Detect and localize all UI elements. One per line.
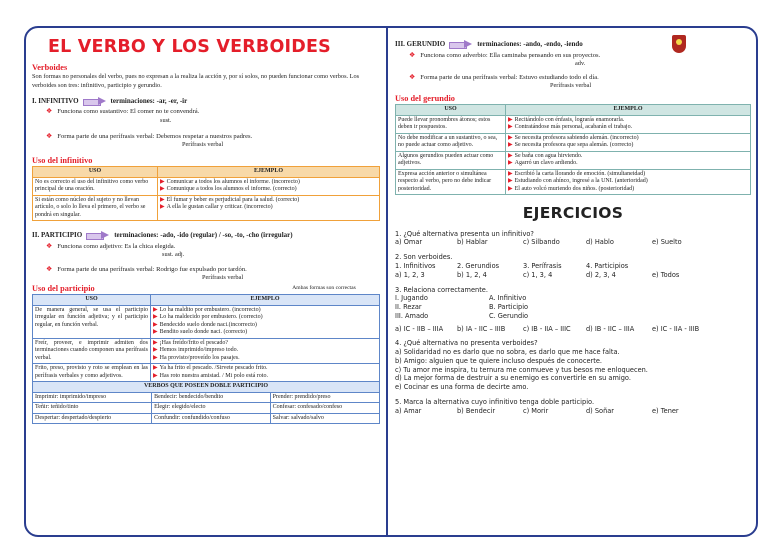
column-divider (386, 28, 388, 536)
question-1: 1. ¿Qué alternativa presenta un infinitivo? a) Omar b) Hablar c) Silbando d) Hablo e) Suelto (395, 229, 682, 247)
verboides-text: Son formas no personales del verbo, pues no expresan a la realiza la acción y, por sí solos, no pueden funcionar como verbos. Los verboides son tres: infinitivo, participio y gerundio. (32, 73, 360, 89)
uso-gerundio-table (395, 104, 751, 195)
participio-heading-row (32, 231, 380, 240)
table-row: Expresa acción anterior o simultánea respecto al verbo, pero no debe indicar posterioridad. ▶ Escribió la carta llorando de emoción. (simultaneidad) ▶ Estudiando con ahínco, ingresé a la UNI. (anterioridad) ▶ El auto volcó muriendo dos niños. (posterioridad) (396, 169, 751, 195)
table-header: EJEMPLO (506, 105, 751, 116)
diamond-icon: ❖ (46, 241, 53, 250)
diamond-icon: ❖ (409, 50, 416, 59)
gerundio-bullet-1: ❖ Funciona como adverbio: Ella caminaba pensando en sus proyectos. (409, 50, 601, 59)
table-header: USO (33, 295, 151, 306)
gerundio-endings: terminaciones: -ando, -endo, -iendo (477, 40, 583, 48)
gerundio-bullet-2: ❖ Forma parte de una perífrasis verbal: Estuvo estudiando todo el día. (409, 72, 599, 81)
table-header: USO (33, 167, 158, 178)
gerundio-heading-row (395, 40, 751, 49)
table-row: Teñir: teñido/tinto Elegir: elegido/electo Confesar: confesado/confeso (33, 403, 380, 414)
table-row: Imprimir: imprimido/impreso Bendecir: bendecido/bendito Prender: prendido/preso (33, 392, 380, 403)
participio-bullet-1: ❖ Funciona como adjetivo: Es la chica elegida. (46, 241, 176, 250)
ambas-formas-note: Ambas formas son correctas (292, 285, 356, 291)
double-participio-title: VERBOS QUE POSEEN DOBLE PARTICIPIO (33, 382, 380, 393)
infinitivo-bullet-1: ❖ Funciona como sustantivo: El comer no te convendrá. (46, 107, 200, 116)
question-5: 5. Marca la alternativa cuyo infinitivo tenga doble participio. a) Amar b) Bendecir c) Morir d) Soñar e) Tener (395, 397, 679, 415)
table-header: EJEMPLO (158, 167, 380, 178)
question-3: 3. Relaciona correctamente. I. Jugando A. Infinitivo II. Rezar B. Participio III. Amado C. Gerundio a) IC - IIB – IIIA b) IA - IIC – IIIB c) IB - IIA – IIIC d) IB - IIC – IIIA e) IC - IIA - IIIB (395, 285, 700, 333)
participio-bullet-2-sub: Perífrasis verbal (202, 274, 244, 282)
page-title: EL VERBO Y LOS VERBOIDES (48, 37, 331, 57)
participio-bullet-1-sub: sust. adj. (162, 250, 185, 258)
table-row: Si están como núcleo del sujeto y no llevan artículo, o solo lo lleva el primero, el verbo se pondrá en singular. ▶ El fumar y beber es perjudicial para la salud. (correcto) ▶ A ella le gustan callar y criticar. (incorrecto) (33, 195, 380, 221)
infinitivo-endings: terminaciones: -ar, -er, -ir (110, 96, 188, 105)
infinitivo-bullet-2: ❖ Forma parte de una perífrasis verbal: Debemos respetar a nuestros padres. (46, 131, 253, 140)
infinitivo-bullet-2-sub: Perífrasis verbal (182, 140, 224, 148)
question-4: 4. ¿Qué alternativa no presenta verboides? a) Solidaridad no es darlo que no sobra, es darlo que me hace falta. b) Amigo: alguien que te quiere incluso después de conocerte. c) Tu amor me inspira, tu ternura me conmueve y tus besos me enloquecen. d) La mejor forma de destruir a su enemigo es convertirle en su amigo. e) Cocinar es una forma de decirte amo. (395, 339, 648, 392)
table-row: Despertar: despertado/despierto Confundir: confundido/confuso Salvar: salvado/salvo (33, 413, 380, 424)
table-row: Puede llevar pronombres átonos; estos deben ir pospuestos. ▶ Recitándolo con énfasis, lograrás enamorarla. ▶ Contratándose más personal, acabarán el trabajo. (396, 115, 751, 133)
arrow-icon (86, 231, 110, 239)
uso-infinitivo-table (32, 166, 380, 221)
uso-participio-title: Uso del participio (32, 283, 95, 293)
infinitivo-bullet-1-sub: sust. (160, 116, 172, 124)
table-row: No debe modificar a un sustantivo, o sea, no puede actuar como adjetivo. ▶ Se necesita profesora sabiendo alemán. (incorrecto) ▶ Se necesita profesora que sepa alemán. (correcto) (396, 133, 751, 151)
verboides-title: Verboides (32, 63, 68, 72)
left-column (32, 30, 380, 424)
uso-infinitivo-title: Uso del infinitivo (32, 155, 93, 165)
gerundio-bullet-2-sub: Perífrasis verbal (550, 82, 592, 90)
table-row: De manera general, se usa el participio irregular en función adjetiva; y el participio regular, en función verbal. ▶ Lo ha maldito por embustero. (incorrecto) ▶ Lo ha maldecido por embustero. (correcto) ▶ Bendecido suelo donde naci.(incorrecto) ▶ Bendito suelo donde naci. (correcto) (33, 305, 380, 338)
table-row: Frito, preso, provisto y roto se emplean en las perífrasis verbales y como adjetivos. ▶ Ya ha frito el pescado. /Sirvete pescado frito. ▶ Has roto nuestra amistad. / Mi polo está roto. (33, 364, 380, 382)
participio-endings: terminaciones: -ado, -ido (regular) / -so, -to, -cho (irregular) (114, 231, 293, 239)
table-row: Algunos gerundios pueden actuar como adjetivos. ▶ Se baña con agua hirviendo. ▶ Agarró un clavo ardiendo. (396, 151, 751, 169)
uso-gerundio-title: Uso del gerundio (395, 93, 455, 103)
gerundio-heading: III. GERUNDIO (395, 40, 446, 48)
arrow-icon (83, 97, 107, 105)
uso-participio-table (32, 294, 380, 393)
diamond-icon: ❖ (46, 264, 53, 273)
infinitivo-heading: I. INFINITIVO (32, 96, 79, 105)
double-participio-table (32, 392, 380, 425)
table-header: USO (396, 105, 506, 116)
ejercicios-title: EJERCICIOS (522, 204, 624, 223)
table-row: Freír, proveer, e imprimir admiten dos terminaciones cuando componen una perífrasis verbal. ▶ ¡Has freído/frito el pescado? ▶ Hemos imprimido/impreso todo. ▶ Ha provisto/proveído los pasajes. (33, 338, 380, 364)
gerundio-bullet-1-sub: adv. (575, 59, 586, 67)
question-2: 2. Son verboides. 1. Infinitivos 2. Gerundios 3. Perífrasis 4. Participios a) 1, 2, 3 b) 1, 2, 4 c) 1, 3, 4 d) 2, 3, 4 e) Todos (395, 253, 680, 279)
infinitivo-heading-row (32, 97, 380, 106)
participio-bullet-2: ❖ Forma parte de una perífrasis verbal: Rodrigo fue expulsado por tardón. (46, 264, 247, 273)
table-row: No es correcto el uso del infinitivo como verbo principal de una oración. ▶ Comunicar a todos los alumnos el informe. (incorrecto) ▶ Comunique a todos los alumnos el informe. (correcto) (33, 177, 380, 195)
diamond-icon: ❖ (46, 107, 53, 116)
arrow-icon (449, 40, 473, 48)
diamond-icon: ❖ (409, 72, 416, 81)
table-header: EJEMPLO (151, 295, 380, 306)
participio-heading: II. PARTICIPIO (32, 231, 83, 239)
diamond-icon: ❖ (46, 131, 53, 140)
right-column (395, 30, 751, 415)
